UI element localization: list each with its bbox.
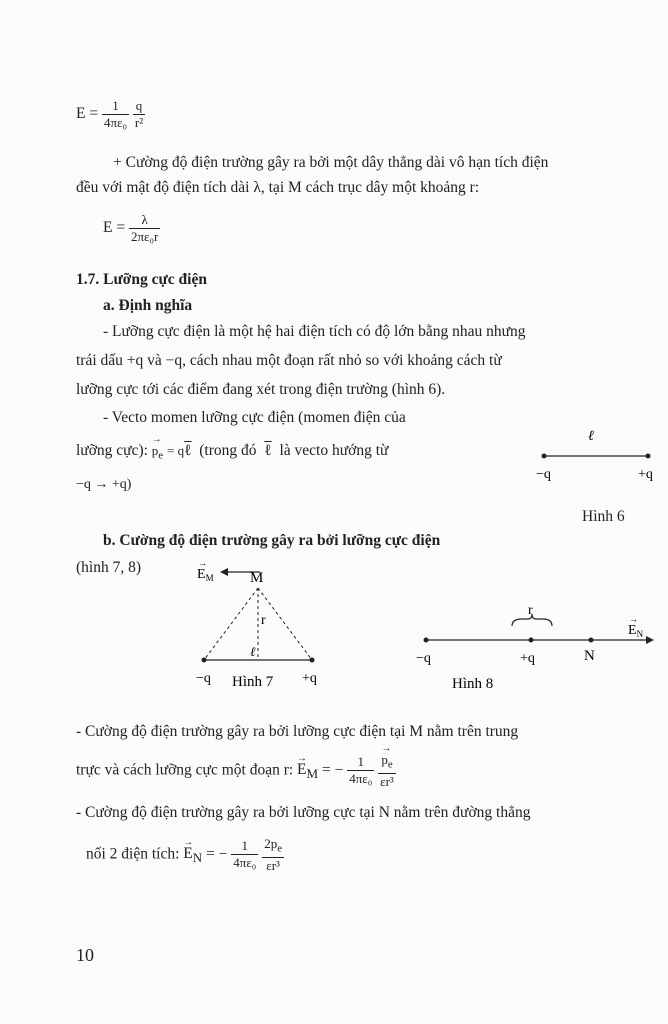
fig8-arrowhead xyxy=(646,636,654,644)
fig8-neg-label: −q xyxy=(416,651,431,666)
subheading-field-ref: (hình 7, 8) xyxy=(76,559,142,576)
fig8-e-label: $E_N$ xyxy=(628,623,644,639)
moment-line-1: - Vecto momen lưỡng cực điện (momen điện của xyxy=(103,409,406,426)
fig7-neg-charge xyxy=(202,658,207,663)
section-title: 1.7. Lưỡng cực điện xyxy=(76,271,207,288)
fig8-caption: Hình 8 xyxy=(452,676,494,692)
field-m-line-1: - Cường độ điện trường gây ra bởi lưỡng cực điện tại M nằm trên trung xyxy=(76,723,519,740)
definition-line-1: - Lưỡng cực điện là một hệ hai điện tích có độ lớn bằng nhau nhưng xyxy=(103,323,526,340)
figure-6 xyxy=(530,420,662,500)
fig6-pos-charge xyxy=(646,454,651,459)
field-m-line-2: trực và cách lưỡng cực một đoạn r: → $E_M$ = − $\frac{1}{\text{4πε₀}}$ → $\frac{p_e}{\text{εr³}}$ xyxy=(76,752,396,790)
fraction-em-coeff: $\frac{1}{\text{4πε₀}}$ xyxy=(349,754,373,787)
fig6-neg-label: −q xyxy=(536,467,551,482)
vector-en: → $E_N$ xyxy=(183,844,202,868)
paragraph-line-charge-2: đều với mật độ điện tích dài λ, tại M cách trục dây một khoảng r: xyxy=(76,179,480,196)
paragraph-line-charge-1: + Cường độ điện trường gây ra bởi một dây thẳng dài vô hạn tích điện xyxy=(113,154,549,171)
subheading-definition: a. Định nghĩa xyxy=(103,297,193,314)
fig7-side-right xyxy=(258,588,312,660)
definition-line-2: trái dấu +q và −q, cách nhau một đoạn rất nhỏ so với khoảng cách từ xyxy=(76,352,502,369)
fig7-ell-label: ℓ xyxy=(250,644,256,659)
fig8-n-label: N xyxy=(584,648,595,664)
moment-line-2: lưỡng cực): → $p_e$ = qℓ (trong đó ℓ là vecto hướng từ xyxy=(76,441,388,466)
fig8-r-label: r xyxy=(528,603,533,618)
fraction-en-pe: $\frac{2p_e}{\text{εr³}}$ xyxy=(264,836,283,873)
figure-6-caption: Hình 6 xyxy=(582,508,625,525)
definition-line-3: lưỡng cực tới các điểm đang xét trong điện trường (hình 6). xyxy=(76,381,446,398)
vector-em: → $E_M$ xyxy=(297,760,318,784)
fig7-m-label: M xyxy=(250,570,264,586)
vector-ell: ℓ xyxy=(184,442,192,459)
vector-ell-2: ℓ xyxy=(264,442,272,459)
fig7-e-label: $E_M$ xyxy=(197,567,214,583)
fraction-q-r2: $\frac{q}{\text{r²}}$ xyxy=(134,98,144,130)
field-n-line-1: - Cường độ điện trường gây ra bởi lưỡng cực tại N nằm trên đường thẳng xyxy=(76,804,531,821)
fig8-e-arrowmark: → xyxy=(629,614,638,624)
fraction-em-pe: → $\frac{p_e}{\text{εr³}}$ xyxy=(378,752,396,790)
figure-8 xyxy=(414,598,660,693)
fig8-pos-charge xyxy=(529,638,534,643)
figure-7 xyxy=(180,560,330,690)
fraction-coefficient: $\frac{1}{\text{4πε₀}}$ xyxy=(103,98,128,130)
fig7-e-arrowmark: → xyxy=(198,560,207,568)
vector-pe: → $p_e$ xyxy=(152,441,163,466)
fig6-pos-label: +q xyxy=(638,467,653,482)
fraction-lambda: $\frac{\lambda}{\text{2πε₀r}}$ xyxy=(130,212,159,244)
fig7-r-label: r xyxy=(261,613,266,628)
fraction-en-coeff: $\frac{1}{\text{4πε₀}}$ xyxy=(233,838,257,871)
fig6-neg-charge xyxy=(542,454,547,459)
fig7-pos-label: +q xyxy=(302,671,317,686)
fig8-brace xyxy=(512,614,552,626)
formula-line-charge: E = $\frac{\lambda}{\text{2πε₀r}}$ xyxy=(103,212,159,244)
subheading-field: b. Cường độ điện trường gây ra bởi lưỡng cực điện xyxy=(103,532,441,549)
fig8-neg-charge xyxy=(424,638,429,643)
moment-line-3: −q → +q) xyxy=(76,477,132,492)
page-number: 10 xyxy=(76,945,94,965)
fig7-caption: Hình 7 xyxy=(232,674,274,690)
fig8-pos-label: +q xyxy=(520,651,535,666)
fig7-pos-charge xyxy=(310,658,315,663)
fig7-neg-label: −q xyxy=(196,671,211,686)
fig7-arrowhead xyxy=(220,568,228,576)
fig8-point-n xyxy=(589,638,594,643)
fig6-ell-label: ℓ xyxy=(588,429,594,444)
field-n-line-2: nối 2 điện tích: → $E_N$ = − $\frac{1}{\text{4πε₀}}$ $\frac{2p_e}{\text{εr³}}$ xyxy=(86,836,284,874)
formula-point-charge: E = $\frac{1}{\text{4πε₀}}$ $\frac{q}{\text{r²}}$ xyxy=(76,98,144,130)
